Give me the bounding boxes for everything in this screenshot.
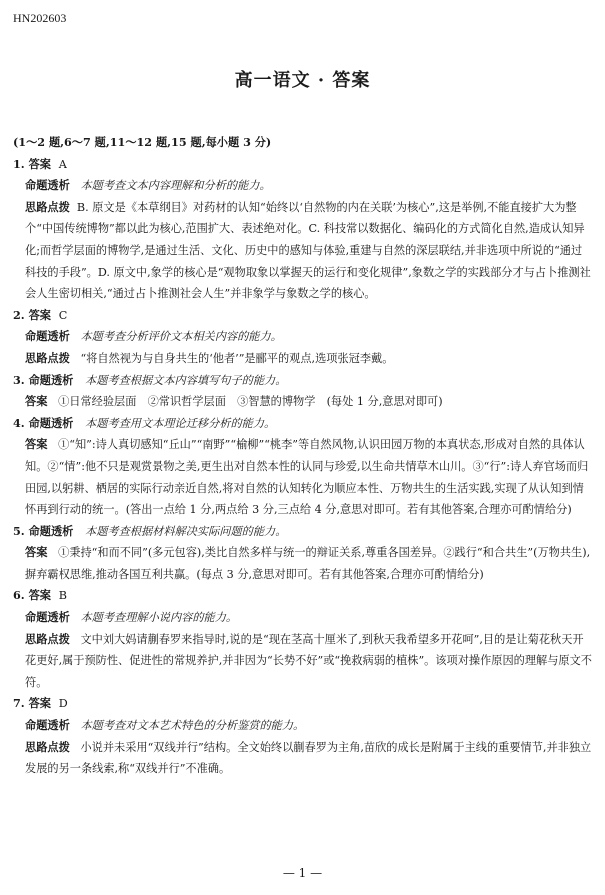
q3-header <box>13 370 593 392</box>
q6-answer-label: 答案 <box>28 588 51 603</box>
q6-reasoning-label: 思路点拨 <box>25 631 70 646</box>
q7-reasoning <box>13 737 593 780</box>
q3-answer-text: ①日常经验层面 ②常识哲学层面 ③智慧的博物学 (每处 1 分,意思对即可) <box>58 395 443 409</box>
q2-analysis <box>13 326 593 348</box>
page-number: — 1 — <box>282 866 323 880</box>
page-title: 高一语文 · 答案 <box>234 70 371 91</box>
q2-analysis-text: 本题考查分析评价文本相关内容的能力。 <box>80 330 282 344</box>
q2-reasoning-text: “将自然视为与自身共生的‘他者’”是郦平的观点,选项张冠李戴。 <box>80 351 394 365</box>
q5-analysis-text: 本题考查根据材料解决实际问题的能力。 <box>85 524 287 538</box>
q7-answer-label: 答案 <box>28 696 51 711</box>
q4-answer <box>13 434 593 520</box>
q7-reasoning-text: 小说并未采用“双线并行”结构。全文始终以蒯春罗为主角,苗欣的成长是附属于主线的重要情节,并非独立发展的另一条线索,称“双线并行”不准确。 <box>25 740 592 776</box>
document-code: HN202603 <box>13 11 67 25</box>
q4-answer-label: 答案 <box>25 437 48 452</box>
q6-reasoning <box>13 629 593 694</box>
q3-analysis-label: 命题透析 <box>28 372 74 387</box>
q2-answer-label: 答案 <box>28 307 51 322</box>
q6-reasoning-text: 文中刘大妈请蒯春罗来指导时,说的是“现在茎高十厘米了,到秋天我希望多开花呵”,目的是让菊花秋天开花更好,属于预防性、促进性的常规养护,并非因为“长势不好”或“挽救病弱的植株”。该项对操作原因的理解与原文不符。 <box>25 632 592 689</box>
q1-reasoning-label: 思路点拨 <box>25 199 70 214</box>
q2-analysis-label: 命题透析 <box>25 329 70 344</box>
q4-analysis-text: 本题考查用文本理论迁移分析的能力。 <box>85 416 276 430</box>
q5-answer-label: 答案 <box>25 545 48 560</box>
q1-reasoning <box>13 197 593 305</box>
q2-header <box>13 305 593 327</box>
q3-answer-label: 答案 <box>25 394 48 409</box>
q1-analysis-label: 命题透析 <box>25 178 70 193</box>
q3-answer <box>13 391 593 413</box>
q7-number: 7. <box>13 696 25 711</box>
q2-number: 2. <box>13 307 25 322</box>
q5-header <box>13 521 593 543</box>
q2-reasoning-label: 思路点拨 <box>25 350 70 365</box>
q3-number: 3. <box>13 372 25 387</box>
q2-answer-value: C <box>58 308 68 322</box>
q4-number: 4. <box>13 415 25 430</box>
q5-analysis-label: 命题透析 <box>28 523 74 538</box>
q1-analysis <box>13 175 593 197</box>
q6-analysis-label: 命题透析 <box>25 610 70 625</box>
q4-analysis-label: 命题透析 <box>28 415 74 430</box>
q6-answer-value: B <box>58 589 68 603</box>
q1-answer-value: A <box>58 157 67 171</box>
q1-analysis-text: 本题考查文本内容理解和分析的能力。 <box>80 179 271 193</box>
q6-header <box>13 585 593 607</box>
q1-answer-label: 答案 <box>28 156 51 171</box>
q5-number: 5. <box>13 523 25 538</box>
q7-analysis-label: 命题透析 <box>25 718 70 733</box>
q7-analysis-text: 本题考查对文本艺术特色的分析鉴赏的能力。 <box>80 719 305 733</box>
q4-header <box>13 413 593 435</box>
q2-reasoning <box>13 348 593 370</box>
score-note: (1～2 题,6～7 题,11～12 题,15 题,每小题 3 分) <box>13 135 272 149</box>
q5-answer <box>13 542 593 585</box>
q6-analysis-text: 本题考查理解小说内容的能力。 <box>80 611 238 625</box>
q7-analysis <box>13 715 593 737</box>
q1-number: 1. <box>13 156 25 171</box>
q1-reasoning-text: B. 原文是《本草纲目》对药材的认知“始终以‘自然物的内在关联’为核心”,这是举例,不能直接扩大为整个“中国传统博物”都以此为核心,范围扩大、表述绝对化。C. 科技常以数据化、编码化的方式简化自然,造成认知异化;而哲学层面的博物学,是通过生活、文化、历史中的感知与体验,重建与自然的深层联结,并非选项中所说的“通过科技的手段”。D. 原文中,象学的核心是“观物取象以掌握天的运行和变化规律”,象数之学的实践部分才与占卜推测社会人生密切相关,“通过占卜推测社会人生”并非象学与象数之学的核心。 <box>25 200 591 301</box>
q7-reasoning-label: 思路点拨 <box>25 739 70 754</box>
q3-analysis-text: 本题考查根据文本内容填写句子的能力。 <box>85 373 287 387</box>
q4-answer-text: ①“知”:诗人真切感知“丘山”“南野”“榆柳”“桃李”等自然风物,认识田园万物的本真状态,形成对自然的具体认知。②“情”:他不只是观赏景物之美,更生出对自然本性的认同与珍爱,以生命共情草木山川。③“行”:诗人弃官场而归田园,以躬耕、栖居的实际行动亲近自然,将对自然的认知转化为顺应本性、万物共生的生活实践,实现了从认知到情怀再到行动的统一。(答出一点给 1 分,两点给 3 分,三点给 4 分,意思对即可。若有其他答案,合理亦可酌情给分) <box>25 438 589 517</box>
q7-answer-value: D <box>58 697 68 711</box>
q7-header <box>13 693 593 715</box>
q5-answer-text: ①秉持“和而不同”(多元包容),类比自然多样与统一的辩证关系,尊重各国差异。②践行“和合共生”(万物共生),摒弃霸权思维,推动各国互利共赢。(每点 3 分,意思对即可。若有其他答案,合理亦可酌情给分) <box>25 546 591 581</box>
answer-content <box>13 132 593 780</box>
q6-number: 6. <box>13 588 25 603</box>
q6-analysis <box>13 607 593 629</box>
q1-header <box>13 154 593 176</box>
